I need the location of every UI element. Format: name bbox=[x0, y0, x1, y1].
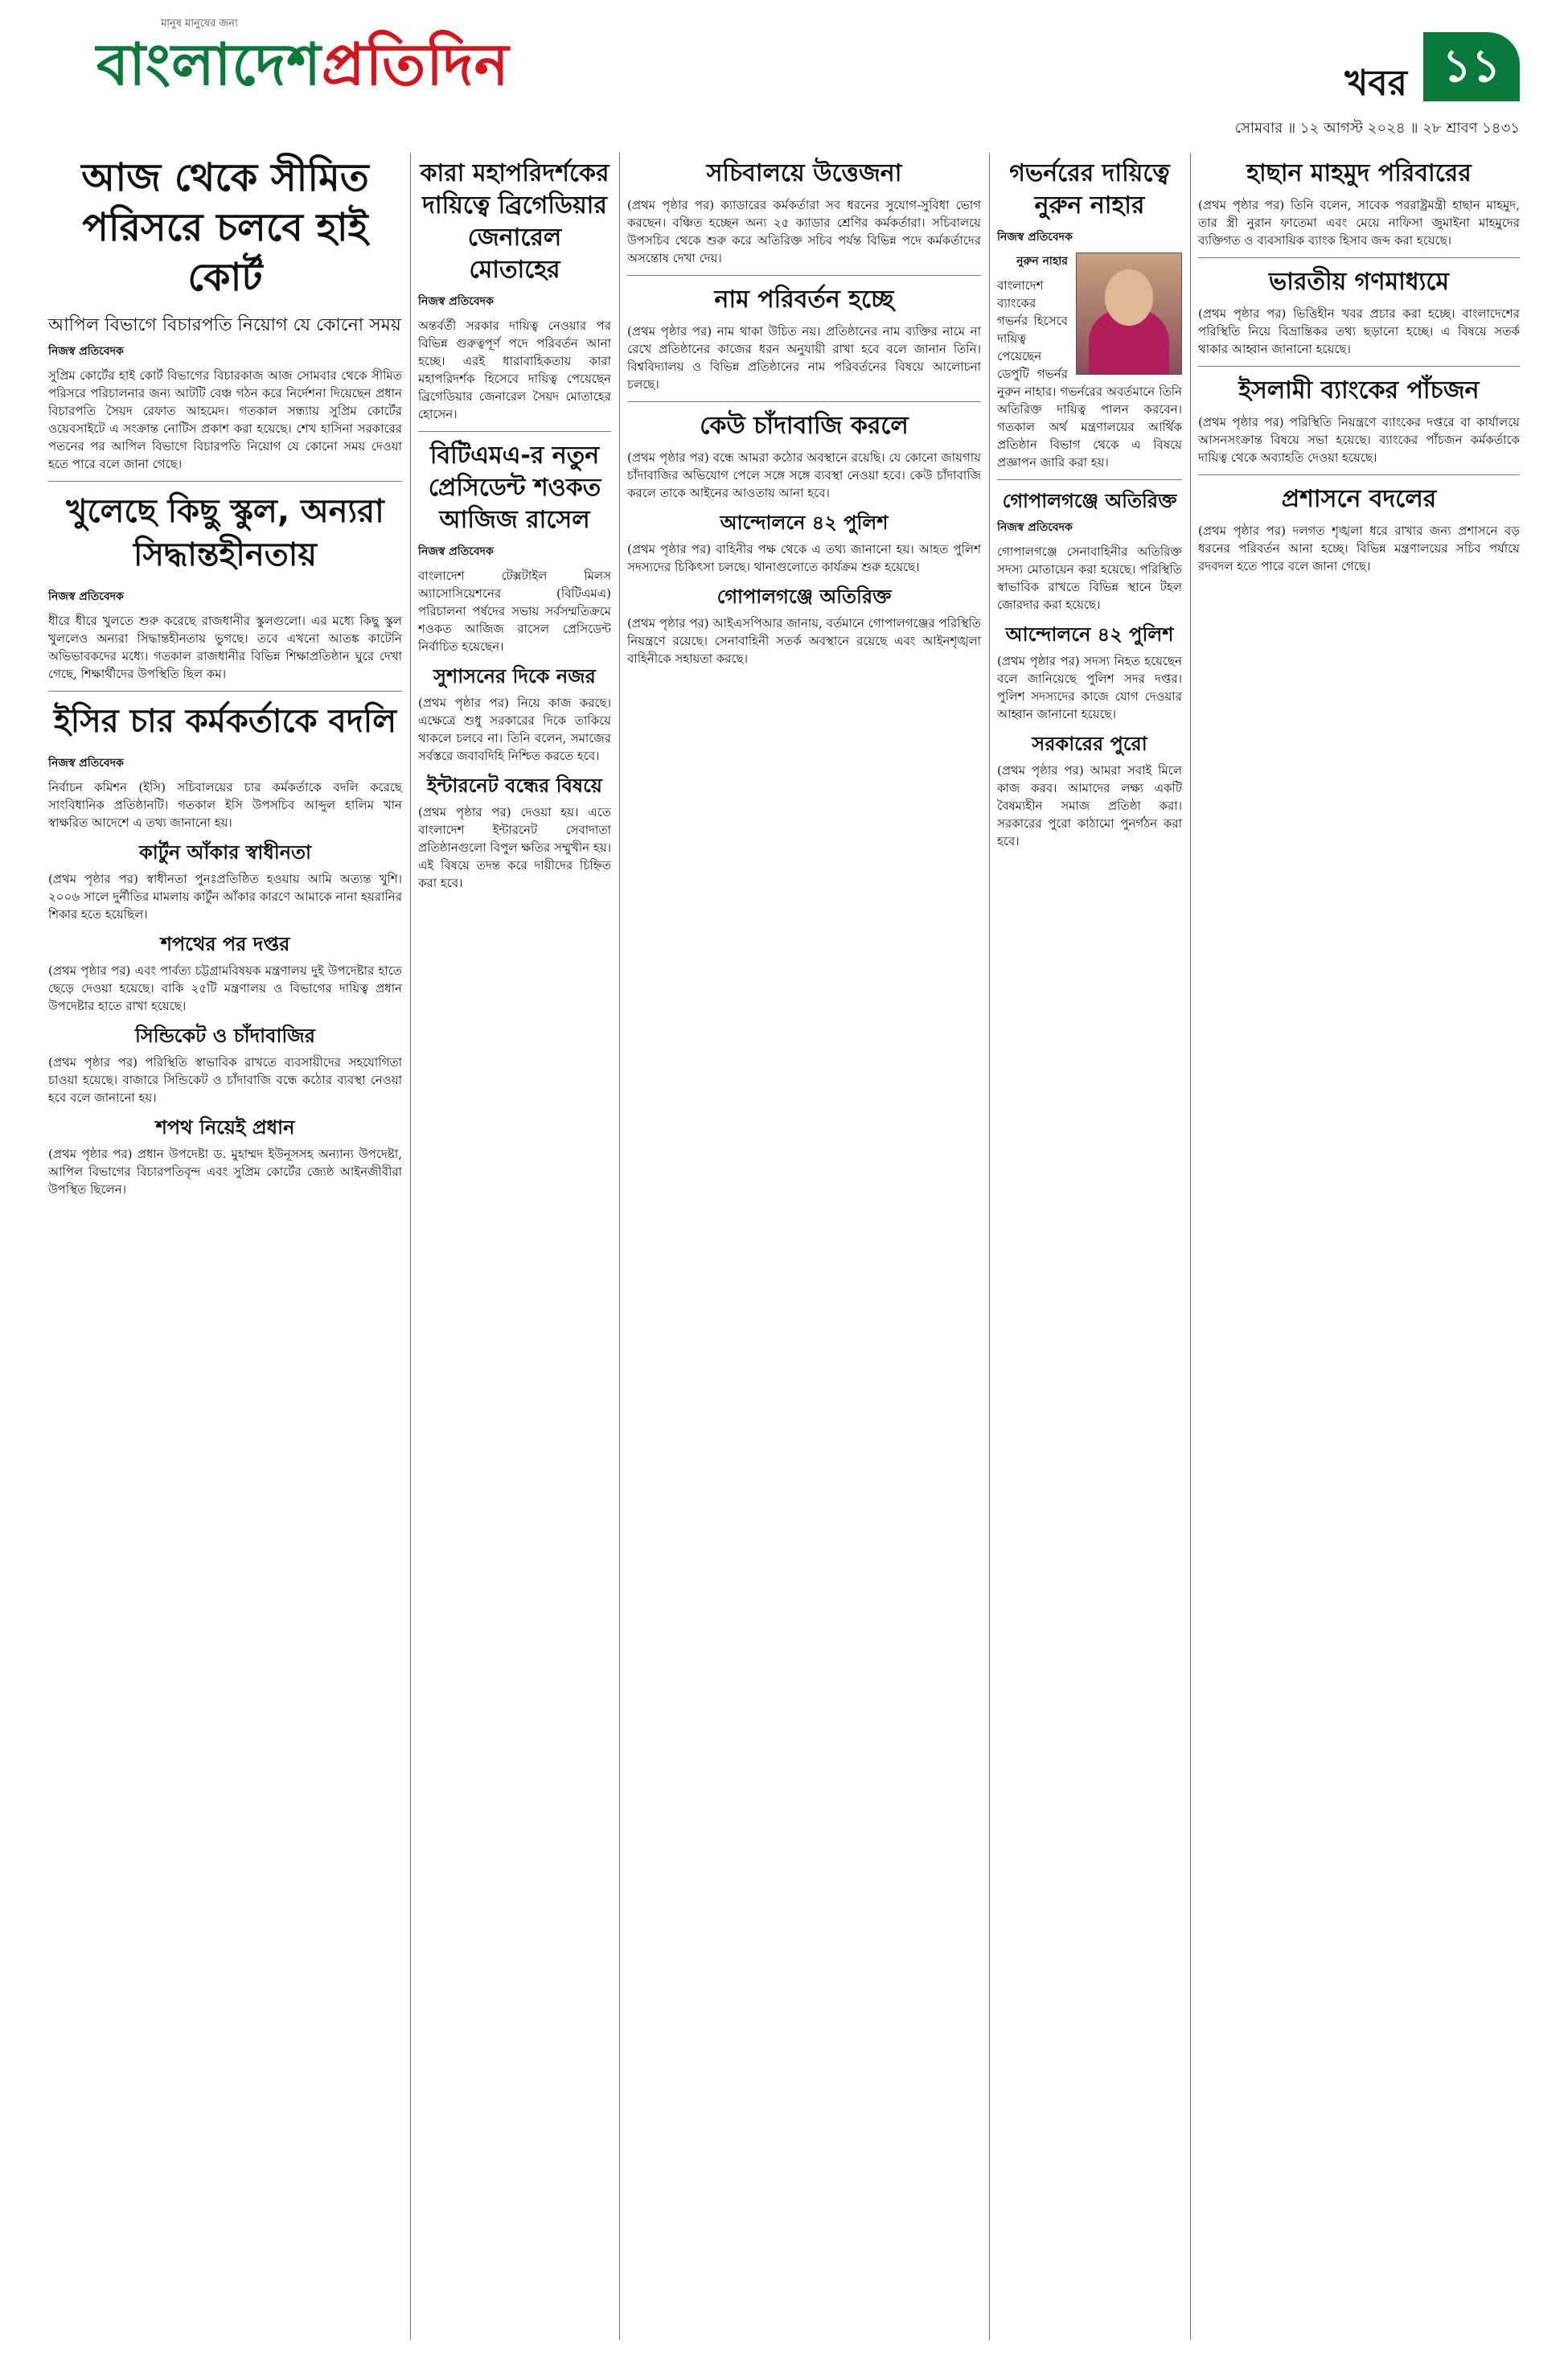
headline[interactable]: খুলেছে কিছু স্কুল, অন্যরা সিদ্ধান্তহীনতায় bbox=[66, 493, 384, 573]
divider bbox=[1198, 474, 1520, 475]
headline[interactable]: বিটিএমএ-র নতুন প্রেসিডেন্ট শওকত আজিজ রাসেল bbox=[428, 442, 601, 534]
headline[interactable]: ইন্টারনেট বন্ধের বিষয়ে bbox=[427, 774, 602, 797]
divider bbox=[627, 275, 981, 276]
brand-red-text: প্রতিদিন bbox=[321, 31, 510, 98]
headline[interactable]: কারা মহাপরিদর্শকের দায়িত্বে ব্রিগেডিয়ার জেনারেল মোতাহের bbox=[420, 159, 610, 284]
lead-headline[interactable]: আজ থেকে সীমিত পরিসরে চলবে হাই কোর্ট bbox=[81, 155, 369, 300]
headline[interactable]: প্রশাসনে বদলের bbox=[1281, 485, 1437, 513]
article-body: (প্রথম পৃষ্ঠার পর) বন্ধে আমরা কঠোর অবস্থানে রয়েছি। যে কোনো জায়গায় চাঁদাবাজির অভিযোগ পেলে সঙ্গে সঙ্গে ব্যবস্থা নেওয়া হবে। কেউ চাঁদাবাজি করলে তাকে আইনের আওতায় আনা হবে। bbox=[627, 450, 981, 500]
headline[interactable]: কার্টুন আঁকার স্বাধীনতা bbox=[139, 841, 311, 864]
divider bbox=[1198, 257, 1520, 258]
article-body: (প্রথম পৃষ্ঠার পর) আইএসপিআর জানায়, বর্তমানে গোপালগঞ্জের পরিস্থিতি নিয়ন্ত্রণে রয়েছে। সেনাবাহিনী সতর্ক অবস্থানে রয়েছে এবং আইনশৃঙ্খলা বাহিনীকে সহায়তা করছে। bbox=[627, 616, 981, 666]
column-5 bbox=[1198, 153, 1520, 580]
article-body: ধীরে ধীরে খুলতে শুরু করেছে রাজধানীর স্কুলগুলো। এর মধ্যে কিছু স্কুল খুললেও অন্যরা সিদ্ধান্তহীনতায় ভুগছে। তবে এখনো আতঙ্ক কাটেনি অভিভাবকদের মধ্যে। গতকাল রাজধানীর বিভিন্ন শিক্ষাপ্রতিষ্ঠান ঘুরে দেখা গেছে, শিক্ষার্থীদের উপস্থিতি ছিল কম। bbox=[48, 614, 402, 681]
byline: নিজস্ব প্রতিবেদক bbox=[48, 590, 124, 603]
article-body: নির্বাচন কমিশন (ইসি) সচিবালয়ের চার কর্মকর্তাকে বদলি করেছে সাংবিধানিক প্রতিষ্ঠানটি। গতকাল ইসি উপসচিব আব্দুল হালিম খান স্বাক্ষরিত আদেশে এ তথ্য জানানো হয়। bbox=[48, 780, 402, 830]
brand-green-text: বাংলাদেশ bbox=[96, 31, 322, 98]
headline[interactable]: শপথের পর দপ্তর bbox=[160, 933, 290, 955]
article-body: (প্রথম পৃষ্ঠার পর) পরিস্থিতি স্বাভাবিক রাখতে ব্যবসায়ীদের সহযোগিতা চাওয়া হয়েছে। বাজারে সিন্ডিকেট ও চাঁদাবাজি বন্ধে কঠোর ব্যবস্থা নেওয়া হবে বলে জানানো হয়। bbox=[48, 1055, 402, 1105]
headline[interactable]: গভর্নরের দায়িত্বে নুরুন নাহার bbox=[1009, 159, 1170, 220]
page-number-badge: ১১ bbox=[1423, 32, 1520, 101]
column-3 bbox=[627, 153, 981, 672]
article-body: (প্রথম পৃষ্ঠার পর) দলগত শৃঙ্খলা ধরে রাখার জন্য প্রশাসনে বড় ধরনের পরিবর্তন আনা হচ্ছে। বিভিন্ন মন্ত্রণালয়ের সচিব পর্যায়ে রদবদল হতে পারে বলে জানা গেছে। bbox=[1198, 524, 1520, 573]
article-body: (প্রথম পৃষ্ঠার পর) নাম থাকা উচিত নয়। প্রতিষ্ঠানের নাম ব্যক্তির নামে না রেখে প্রতিষ্ঠানের কাজের ধরন অনুযায়ী রাখা হবে বলে জানান তিনি। বিশ্ববিদ্যালয় ও বিভিন্ন প্রতিষ্ঠানের নাম পরিবর্তনের বিষয়ে আলোচনা চলছে। bbox=[627, 324, 981, 392]
headline[interactable]: ইসলামী ব্যাংকের পাঁচজন bbox=[1238, 376, 1480, 405]
headline[interactable]: সুশাসনের দিকে নজর bbox=[433, 665, 596, 688]
portrait-photo bbox=[1076, 253, 1182, 375]
byline: নিজস্ব প্রতিবেদক bbox=[418, 545, 494, 558]
tagline: মানুষ মানুষের জন্য bbox=[161, 18, 238, 30]
byline: নিজস্ব প্রতিবেদক bbox=[48, 757, 124, 770]
divider bbox=[48, 691, 402, 692]
headline[interactable]: হাছান মাহমুদ পরিবারের bbox=[1246, 159, 1472, 187]
headline[interactable]: কেউ চাঁদাবাজি করলে bbox=[700, 412, 909, 440]
article-body: গোপালগঞ্জে সেনাবাহিনীর অতিরিক্ত সদস্য মোতায়েন করা হয়েছে। পরিস্থিতি স্বাভাবিক রাখতে বিভিন্ন স্থানে টহল জোরদার করা হয়েছে। bbox=[997, 544, 1182, 612]
divider bbox=[997, 479, 1182, 480]
photo-caption: নুরুন নাহার bbox=[1016, 255, 1068, 268]
article-body: বাংলাদেশ টেক্সটাইল মিলস অ্যাসোসিয়েশনের (বিটিএমএ) পরিচালনা পর্ষদের সভায় সর্বসম্মতিক্রমে শওকত আজিজ রাসেল প্রেসিডেন্ট নির্বাচিত হয়েছেন। bbox=[418, 569, 611, 654]
headline[interactable]: গোপালগঞ্জে অতিরিক্ত bbox=[716, 585, 892, 608]
headline[interactable]: আন্দোলনে ৪২ পুলিশ bbox=[720, 511, 889, 534]
masthead bbox=[48, 8, 1520, 137]
article-body: (প্রথম পৃষ্ঠার পর) ক্যাডারের কর্মকর্তারা সব ধরনের সুযোগ-সুবিধা ভোগ করছেন। বঞ্চিত হচ্ছেন অন্য ২৫ ক্যাডার শ্রেণির কর্মকর্তারা। সচিবালয়ে উপসচিব থেকে শুরু করে অতিরিক্ত সচিব পর্যন্ত বিভিন্ন পদে কর্মকর্তাদের অসন্তোষ দেখা দেয়। bbox=[627, 198, 981, 265]
article-body: (প্রথম পৃষ্ঠার পর) স্বাধীনতা পুনঃপ্রতিষ্ঠিত হওয়ায় আমি অত্যন্ত খুশি। ২০০৬ সালে দুর্নীতির মামলায় কার্টুন আঁকার কারণে আমাকে নানা হয়রানির শিকার হতে হয়েছিল। bbox=[48, 872, 402, 922]
article-body: বাংলাদেশ ব্যাংকের গভর্নর হিসেবে দায়িত্ব পেয়েছেন ডেপুটি গভর্নর নুরুন নাহার। গভর্নরের অবর্তমানে তিনি অতিরিক্ত দায়িত্ব পালন করবেন। গতকাল অর্থ মন্ত্রণালয়ের আর্থিক প্রতিষ্ঠান বিভাগ থেকে এ বিষয়ে প্রজ্ঞাপন জারি করা হয়। bbox=[997, 278, 1182, 470]
headline[interactable]: সচিবালয়ে উত্তেজনা bbox=[706, 159, 902, 187]
divider bbox=[418, 431, 611, 432]
dateline: সোমবার ॥ ১২ আগস্ট ২০২৪ ॥ ২৮ শ্রাবণ ১৪৩১ bbox=[1234, 120, 1520, 137]
headline[interactable]: আন্দোলনে ৪২ পুলিশ bbox=[1005, 623, 1174, 646]
article-body: (প্রথম পৃষ্ঠার পর) নিয়ে কাজ করছে। এক্ষেত্রে শুধু সরকারের দিকে তাকিয়ে থাকলে চলবে না। তিনি বলেন, সমাজের সর্বস্তরে জবাবদিহি নিশ্চিত করতে হবে। bbox=[418, 696, 611, 763]
headline[interactable]: ইসির চার কর্মকর্তাকে বদলি bbox=[53, 703, 397, 740]
headline[interactable]: গোপালগঞ্জে অতিরিক্ত bbox=[1002, 490, 1177, 512]
article-body: (প্রথম পৃষ্ঠার পর) এবং পার্বত্য চট্টগ্রামবিষয়ক মন্ত্রণালয় দুই উপদেষ্টার হাতে ছেড়ে দেওয়া হয়েছে। বাকি ২৫টি মন্ত্রণালয় ও বিভাগের দায়িত্ব প্রধান উপদেষ্টার হাতে রাখা হয়েছে। bbox=[48, 963, 402, 1013]
byline: নিজস্ব প্রতিবেদক bbox=[418, 295, 494, 308]
byline: নিজস্ব প্রতিবেদক bbox=[997, 521, 1073, 534]
headline[interactable]: সরকারের পুরো bbox=[1032, 733, 1147, 755]
article-body: (প্রথম পৃষ্ঠার পর) বাহিনীর পক্ষ থেকে এ তথ্য জানানো হয়। আহত পুলিশ সদস্যদের চিকিৎসা চলছে। থানাগুলোতে কার্যক্রম শুরু হয়েছে। bbox=[627, 542, 981, 574]
divider bbox=[48, 481, 402, 482]
article-body: সুপ্রিম কোর্টের হাই কোর্ট বিভাগের বিচারকাজ আজ সোমবার থেকে সীমিত পরিসরে পরিচালনার জন্য আটটি বেঞ্চ গঠন করে নির্দেশনা দিয়েছেন প্রধান বিচারপতি সৈয়দ রেফাত আহমেদ। গতকাল সন্ধ্যায় সুপ্রিম কোর্টের ওয়েবসাইটে এ সংক্রান্ত নোটিস প্রকাশ করা হয়েছে। শেখ হাসিনা সরকারের পতনের পর আপিল বিভাগে বিচারপতি নিয়োগ যে কোনো সময় দেওয়া হতে পারে বলে জানা গেছে। bbox=[48, 368, 402, 471]
column-1 bbox=[48, 153, 402, 1203]
column-separator bbox=[619, 153, 620, 2340]
section-title: খবর bbox=[1344, 63, 1407, 104]
column-separator bbox=[1190, 153, 1191, 2340]
article-body: অন্তর্বর্তী সরকার দায়িত্ব নেওয়ার পর বিভিন্ন গুরুত্বপূর্ণ পদে পরিবর্তন আনা হচ্ছে। এরই ধারাবাহিকতায় কারা মহাপরিদর্শক হিসেবে দায়িত্ব পেয়েছেন ব্রিগেডিয়ার জেনারেল সৈয়দ মোতাহের হোসেন। bbox=[418, 318, 611, 421]
article-body: (প্রথম পৃষ্ঠার পর) পরিস্থিতি নিয়ন্ত্রণে ব্যাংকের দপ্তরে বা কার্যালয়ে আসনসংক্রান্ত বিষয়ে সভা হয়েছে। ব্যাংকের পাঁচজন কর্মকর্তাকে দায়িত্ব থেকে অব্যাহতি দেওয়া হয়েছে। bbox=[1198, 415, 1520, 465]
byline: নিজস্ব প্রতিবেদক bbox=[997, 231, 1073, 244]
photo-face bbox=[1105, 269, 1153, 326]
byline: নিজস্ব প্রতিবেদক bbox=[48, 345, 124, 358]
article-body: (প্রথম পৃষ্ঠার পর) আমরা সবাই মিলে কাজ করব। আমাদের লক্ষ্য একটি বৈষম্যহীন সমাজ প্রতিষ্ঠা করা। সরকারের পুরো কাঠামো পুনর্গঠন করা হবে। bbox=[997, 763, 1182, 848]
article-body: (প্রথম পৃষ্ঠার পর) প্রধান উপদেষ্টা ড. মুহাম্মদ ইউনূসসহ অন্যান্য উপদেষ্টা, আপিল বিভাগের বিচারপতিবৃন্দ এবং সুপ্রিম কোর্টের জ্যেষ্ঠ আইনজীবীরা উপস্থিত ছিলেন। bbox=[48, 1147, 402, 1197]
column-4 bbox=[997, 153, 1182, 855]
article-body: (প্রথম পৃষ্ঠার পর) সদস্য নিহত হয়েছেন বলে জানিয়েছে পুলিশ সদর দপ্তর। পুলিশ সদস্যদের কাজে যোগ দেওয়ার আহ্বান জানানো হয়েছে। bbox=[997, 654, 1182, 721]
column-separator bbox=[410, 153, 411, 2340]
article-body: (প্রথম পৃষ্ঠার পর) দেওয়া হয়। এতে বাংলাদেশ ইন্টারনেট সেবাদাতা প্রতিষ্ঠানগুলো বিপুল ক্ষতির সম্মুখীন হয়। এই বিষয়ে তদন্ত করে দায়ীদের চিহ্নিত করা হবে। bbox=[418, 805, 611, 890]
column-2 bbox=[418, 153, 611, 897]
article-body: (প্রথম পৃষ্ঠার পর) ভিত্তিহীন খবর প্রচার করা হচ্ছে। বাংলাদেশের পরিস্থিতি নিয়ে বিভ্রান্তিকর তথ্য ছড়ানো হচ্ছে। এ বিষয়ে সতর্ক থাকার আহ্বান জানানো হয়েছে। bbox=[1198, 306, 1520, 356]
divider bbox=[627, 401, 981, 402]
lead-subhead: আপিল বিভাগে বিচারপতি নিয়োগ যে কোনো সময় bbox=[48, 315, 401, 335]
headline[interactable]: শপথ নিয়েই প্রধান bbox=[155, 1116, 295, 1139]
column-separator bbox=[989, 153, 990, 2340]
article-body: (প্রথম পৃষ্ঠার পর) তিনি বলেন, সাবেক পররাষ্ট্রমন্ত্রী হাছান মাহমুদ, তার স্ত্রী নুরান ফাতেমা এবং মেয়ে নাফিসা জুমাইনা মাহমুদের ব্যক্তিগত ও ব্যবসায়িক ব্যাংক হিসাব জব্দ করা হয়েছে। bbox=[1198, 198, 1520, 248]
divider bbox=[1198, 366, 1520, 367]
newspaper-logo[interactable] bbox=[96, 24, 510, 105]
headline[interactable]: সিন্ডিকেট ও চাঁদাবাজির bbox=[135, 1025, 315, 1047]
headline[interactable]: ভারতীয় গণমাধ্যমে bbox=[1268, 268, 1450, 296]
headline[interactable]: নাম পরিবর্তন হচ্ছে bbox=[714, 285, 894, 314]
